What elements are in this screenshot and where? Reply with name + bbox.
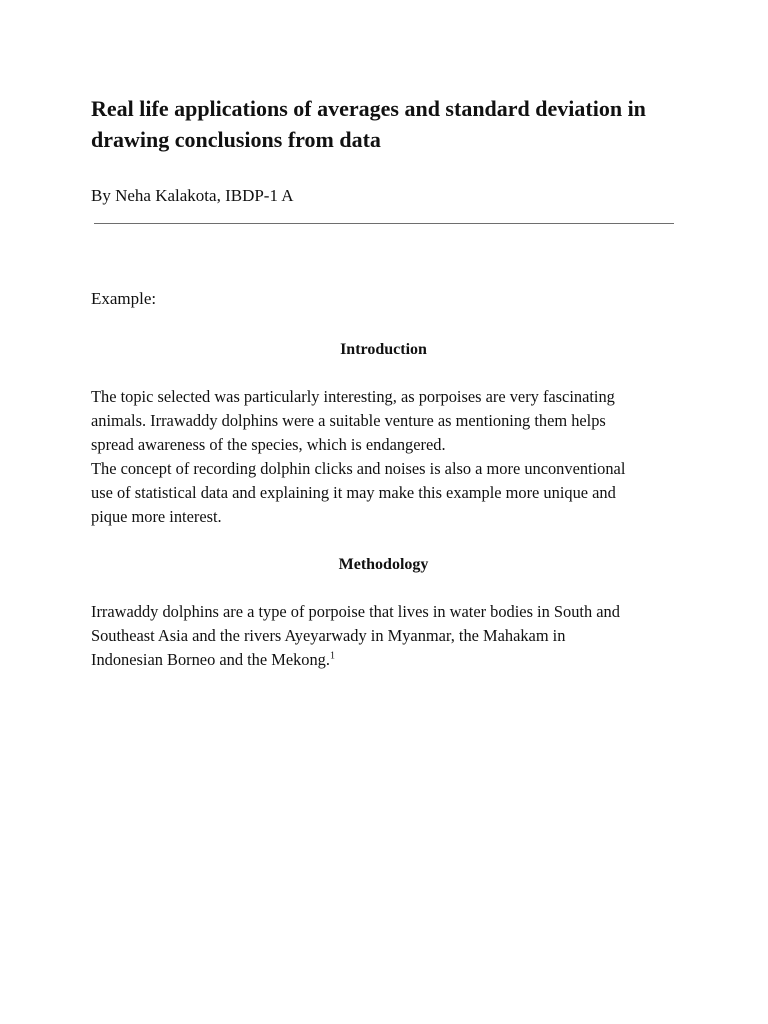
example-label: Example: (91, 289, 157, 308)
methodology-text: Irrawaddy dolphins are a type of porpoise that lives in water bodies in South and Southeast Asia and the rivers Ayeyarwady in Myanmar, the Mahakam in Indonesian Borneo and the Mekong. (91, 602, 620, 669)
author-byline: By Neha Kalakota, IBDP-1 A (91, 186, 294, 205)
introduction-heading: Introduction (340, 341, 427, 358)
methodology-paragraph (91, 600, 681, 672)
methodology-heading: Methodology (338, 556, 429, 573)
horizontal-divider (94, 223, 674, 224)
footnote-marker[interactable]: 1 (329, 650, 335, 662)
document-title: Real life applications of averages and standard deviation in drawing conclusions from data (91, 96, 646, 152)
introduction-paragraph: The topic selected was particularly interesting, as porpoises are very fascinating animals. Irrawaddy dolphins were a suitable venture as mentioning them helps spread awareness of the species, which is endangered. The concept of recording dolphin clicks and noises is also a more unconventional use of statistical data and explaining it may make this example more unique and pique more interest. (91, 387, 626, 526)
